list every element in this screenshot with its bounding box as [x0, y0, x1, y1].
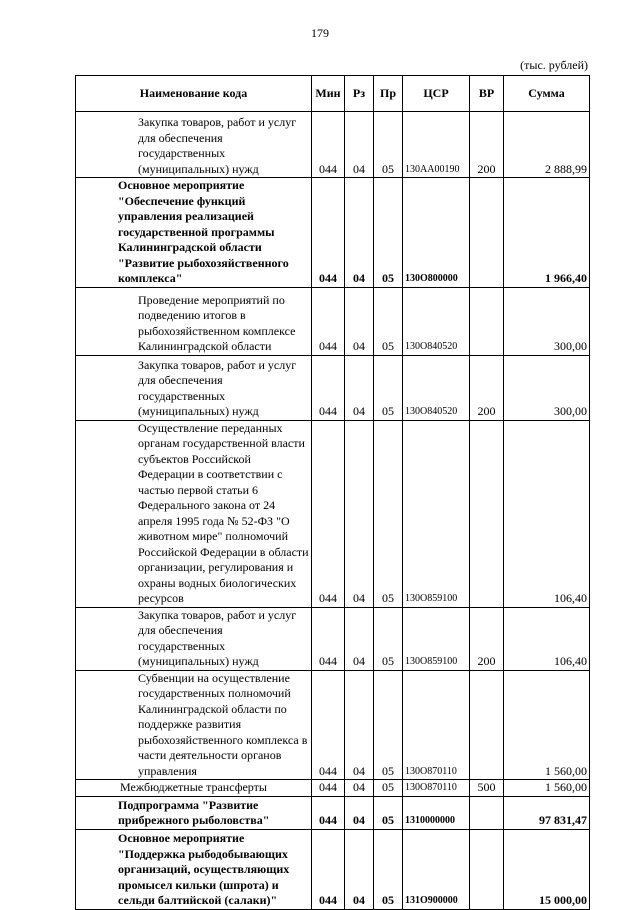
row-vr	[470, 178, 504, 288]
table-row	[76, 420, 590, 607]
row-csr: 131O900000	[403, 829, 470, 909]
row-name: Проведение мероприятий по подведению итогов в рыбохозяйственном комплексе Калининградской области	[76, 287, 312, 355]
header-pr: Пр	[374, 76, 403, 112]
row-sum: 1 966,40	[504, 178, 590, 288]
header-rz: Рз	[345, 76, 374, 112]
row-name: Осуществление переданных органам государственной власти субъектов Российской Федерации в соответствии с частью первой статьи 6 Федерального закона от 24 апреля 1995 года № 52-ФЗ "О животном мире" полномочий Российской Федерации в области организации, регулирования и охраны водных биологических ресурсов	[76, 420, 312, 607]
row-csr: 130O800000	[403, 178, 470, 288]
row-vr: 200	[470, 112, 504, 178]
row-min: 044	[312, 607, 345, 670]
units-label: (тыс. рублей)	[520, 58, 588, 72]
header-vr: ВР	[470, 76, 504, 112]
row-pr: 05	[374, 178, 403, 288]
row-rz: 04	[345, 178, 374, 288]
table-row	[76, 670, 590, 780]
row-sum: 300,00	[504, 355, 590, 420]
row-min: 044	[312, 355, 345, 420]
row-min: 044	[312, 287, 345, 355]
row-sum: 1 560,00	[504, 780, 590, 797]
row-csr: 130O859100	[403, 420, 470, 607]
row-csr: 130AA00190	[403, 112, 470, 178]
row-csr: 130O870110	[403, 780, 470, 797]
row-pr: 05	[374, 670, 403, 780]
row-pr: 05	[374, 796, 403, 829]
table-header-row	[76, 76, 590, 112]
row-vr	[470, 420, 504, 607]
row-min: 044	[312, 112, 345, 178]
row-sum: 300,00	[504, 287, 590, 355]
row-pr: 05	[374, 112, 403, 178]
row-min: 044	[312, 420, 345, 607]
row-pr: 05	[374, 607, 403, 670]
row-vr	[470, 796, 504, 829]
table-row	[76, 355, 590, 420]
row-min: 044	[312, 796, 345, 829]
header-csr: ЦСР	[403, 76, 470, 112]
row-vr: 500	[470, 780, 504, 797]
table-row	[76, 796, 590, 829]
row-sum: 2 888,99	[504, 112, 590, 178]
row-csr: 1310000000	[403, 796, 470, 829]
row-vr: 200	[470, 355, 504, 420]
row-sum: 106,40	[504, 420, 590, 607]
row-min: 044	[312, 178, 345, 288]
row-name: Основное мероприятие "Поддержка рыбодобывающих организаций, осуществляющих промысел кильки (шпрота) и сельди балтийской (салаки)"	[76, 829, 312, 909]
header-name: Наименование кода	[76, 76, 312, 112]
table-row	[76, 287, 590, 355]
row-name: Основное мероприятие "Обеспечение функций управления реализацией государственной программы Калининградской области "Развитие рыбохозяйственного комплекса"	[76, 178, 312, 288]
header-min: Мин	[312, 76, 345, 112]
row-sum: 97 831,47	[504, 796, 590, 829]
row-rz: 04	[345, 829, 374, 909]
row-csr: 130O840520	[403, 355, 470, 420]
row-pr: 05	[374, 355, 403, 420]
row-name: Закупка товаров, работ и услуг для обеспечения государственных (муниципальных) нужд	[76, 355, 312, 420]
row-name: Межбюджетные трансферты	[76, 780, 312, 797]
table-row	[76, 178, 590, 288]
header-sum: Сумма	[504, 76, 590, 112]
row-csr: 130O840520	[403, 287, 470, 355]
table-row	[76, 829, 590, 909]
row-vr	[470, 287, 504, 355]
table-row	[76, 780, 590, 797]
row-sum: 1 560,00	[504, 670, 590, 780]
row-rz: 04	[345, 420, 374, 607]
row-vr	[470, 829, 504, 909]
row-rz: 04	[345, 607, 374, 670]
row-pr: 05	[374, 780, 403, 797]
row-name: Подпрограмма "Развитие прибрежного рыболовства"	[76, 796, 312, 829]
row-vr	[470, 670, 504, 780]
row-min: 044	[312, 780, 345, 797]
table-row	[76, 607, 590, 670]
row-csr: 130O870110	[403, 670, 470, 780]
row-sum: 106,40	[504, 607, 590, 670]
row-pr: 05	[374, 420, 403, 607]
row-sum: 15 000,00	[504, 829, 590, 909]
row-min: 044	[312, 670, 345, 780]
row-min: 044	[312, 829, 345, 909]
row-csr: 130O859100	[403, 607, 470, 670]
table-row	[76, 112, 590, 178]
budget-table	[75, 75, 590, 910]
row-rz: 04	[345, 287, 374, 355]
row-name: Субвенции на осуществление государственных полномочий Калининградской области по поддержке развития рыбохозяйственного комплекса в части деятельности органов управления	[76, 670, 312, 780]
row-rz: 04	[345, 796, 374, 829]
row-rz: 04	[345, 112, 374, 178]
row-rz: 04	[345, 355, 374, 420]
page-number: 179	[311, 26, 329, 40]
row-name: Закупка товаров, работ и услуг для обеспечения государственных (муниципальных) нужд	[76, 607, 312, 670]
row-rz: 04	[345, 670, 374, 780]
row-vr: 200	[470, 607, 504, 670]
row-pr: 05	[374, 829, 403, 909]
row-name: Закупка товаров, работ и услуг для обеспечения государственных (муниципальных) нужд	[76, 112, 312, 178]
row-rz: 04	[345, 780, 374, 797]
row-pr: 05	[374, 287, 403, 355]
